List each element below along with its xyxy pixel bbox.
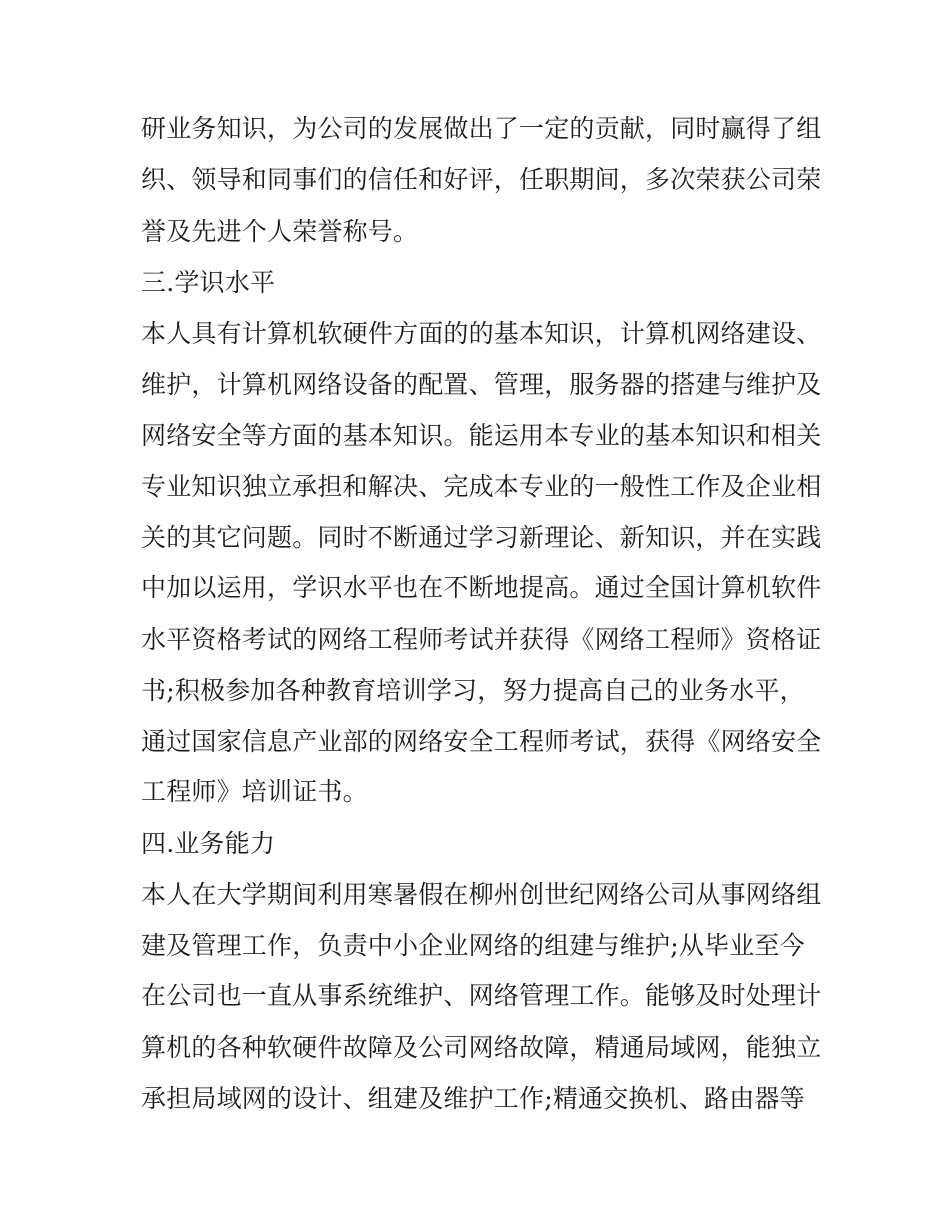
paragraph-line: 织、领导和同事们的信任和好评，任职期间，多次荣获公司荣 [141, 165, 822, 194]
paragraph-line: 网络安全等方面的基本知识。能运用本专业的基本知识和相关 [141, 421, 822, 450]
paragraph-line: 水平资格考试的网络工程师考试并获得《网络工程师》资格证 [141, 625, 822, 654]
paragraph-line: 关的其它问题。同时不断通过学习新理论、新知识，并在实践 [141, 523, 822, 552]
paragraph-line: 承担局域网的设计、组建及维护工作;精通交换机、路由器等 [141, 1084, 805, 1113]
section-heading: 三.学识水平 [141, 268, 276, 297]
section-heading: 四.业务能力 [141, 829, 276, 858]
paragraph-line: 本人具有计算机软硬件方面的的基本知识，计算机网络建设、 [141, 319, 822, 348]
paragraph-line: 中加以运用，学识水平也在不断地提高。通过全国计算机软件 [141, 573, 822, 602]
paragraph-line: 研业务知识，为公司的发展做出了一定的贡献，同时赢得了组 [141, 114, 822, 143]
paragraph-line: 誉及先进个人荣誉称号。 [141, 217, 419, 246]
paragraph-line: 通过国家信息产业部的网络安全工程师考试，获得《网络安全 [141, 727, 822, 756]
paragraph-line: 本人在大学期间利用寒暑假在柳州创世纪网络公司从事网络组 [141, 880, 822, 909]
paragraph-line: 建及管理工作，负责中小企业网络的组建与维护;从毕业至今 [141, 931, 805, 960]
paragraph-line: 专业知识独立承担和解决、完成本专业的一般性工作及企业相 [141, 472, 822, 501]
paragraph-line: 工程师》培训证书。 [141, 777, 368, 806]
paragraph-line: 维护，计算机网络设备的配置、管理，服务器的搭建与维护及 [141, 370, 822, 399]
paragraph-line: 算机的各种软硬件故障及公司网络故障，精通局域网，能独立 [141, 1033, 822, 1062]
paragraph-line: 书;积极参加各种教育培训学习，努力提高自己的业务水平， [141, 676, 805, 705]
paragraph-line: 在公司也一直从事系统维护、网络管理工作。能够及时处理计 [141, 981, 822, 1010]
